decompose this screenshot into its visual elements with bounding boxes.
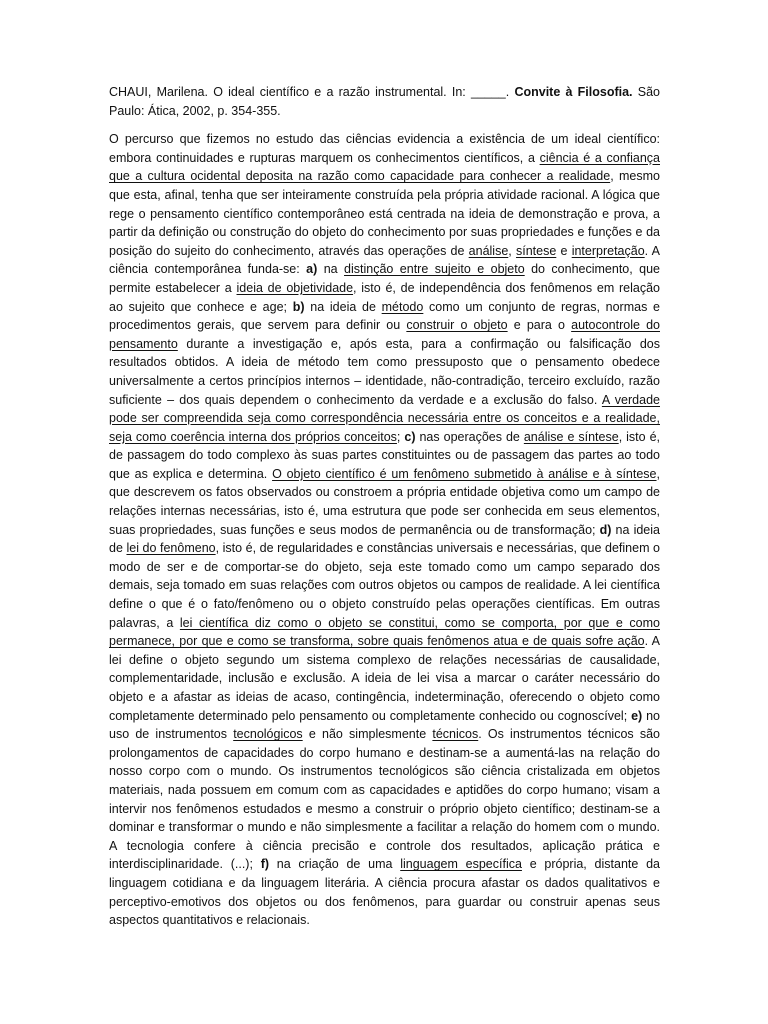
text-segment: , [508,243,516,258]
text-segment: , isto é, de passagem do todo complexo às suas partes constituintes ou de passagem das partes ao todo que as explica e determina. [109,429,660,481]
underlined-phrase: O objeto científico é um fenômeno submetido à análise e à síntese [272,466,657,481]
text-segment: , isto é, de independência dos fenômenos em relação ao sujeito que conhece e age; [109,280,660,314]
underlined-phrase: distinção entre sujeito e objeto [344,262,525,277]
underlined-phrase: ideia de objetividade [236,280,354,295]
bibliographic-citation [109,83,660,120]
underlined-phrase: análise [468,243,509,258]
underlined-phrase: lei científica diz como o objeto se constitui, como se comporta, por que e como permanece, por que e como se transforma, sobre quais fenômenos atua e de quais sofre ação [109,615,660,649]
citation-book-title: Convite à Filosofia. [514,85,633,99]
text-segment: no uso de instrumentos [109,708,660,742]
text-segment: na criação de uma [269,857,401,872]
text-segment: e [556,243,572,258]
text-segment: durante a investigação e, após esta, para a confirmação ou falsificação dos resultados obtidos. A ideia de método tem como pressuposto que o pensamento obedece universalmente a certos princípios internos – identidade, não-contradição, terceiro excluído, razão suficiente – dos quais dependem o conhecimento da verdade e a exclusão do falso. [109,336,660,407]
citation-blank: _____. [471,85,510,99]
list-marker: d) [599,522,612,537]
underlined-phrase: técnicos [432,727,479,742]
citation-in: In: [451,85,466,99]
text-segment: do conhecimento, que permite estabelecer a [109,262,661,295]
text-segment: . A lei define o objeto segundo um sistema complexo de relações necessárias de causalidade, complementaridade, inclusão e exclusão. A ideia de lei visa a marcar o caráter necessário do objeto e a afastar as ideias de acaso, contingência, indeterminação, oferecendo o objeto como completamente determinado pelo pensamento ou completamente conhecido ou cognoscível; [109,634,660,723]
citation-author: CHAUI, Marilena. [109,85,208,99]
underlined-phrase: linguagem específica [400,857,522,872]
list-marker: c) [404,429,416,444]
citation-chapter: O ideal científico e a razão instrumental. [213,85,447,99]
list-marker: e) [631,708,643,723]
underlined-phrase: interpretação [571,243,645,258]
text-segment: e própria, distante da linguagem cotidiana e da linguagem literária. A ciência procura afastar os dados qualitativos e perceptivo-emotivos dos objetos ou dos fenômenos, para guardar ou construir apenas seus aspectos quantitativos e relacionais. [109,857,660,928]
list-marker: a) [306,262,318,277]
text-segment: como um conjunto de regras, normas e procedimentos gerais, que servem para definir ou [109,299,660,333]
underlined-phrase: lei do fenômeno [126,541,216,556]
citation-place: São Paulo: Ática, 2002, p. 354-355. [109,85,660,118]
text-segment: , mesmo que esta, afinal, tenha que ser inteiramente construída pela própria atividade racional. A lógica que rege o pensamento científico contemporâneo está centrada na ideia de demonstração e prova, a partir da definição ou construção do objeto do conhecimento por suas propriedades e funções e da posição do sujeito do conhecimento, através das operações de [109,169,660,258]
text-segment: na ideia de [304,299,382,314]
text-segment: . A ciência contemporânea funda-se: [109,243,660,277]
underlined-phrase: método [381,299,424,314]
text-segment: O percurso que fizemos no estudo das ciências evidencia a existência de um ideal científico: embora continuidades e rupturas marquem os conhecimentos científicos, a [109,132,660,165]
text-segment: nas operações de [415,429,524,444]
underlined-phrase: autocontrole do pensamento [109,318,660,351]
text-segment: . Os instrumentos técnicos são prolongamentos de capacidades do corpo humano e destinam-se a aumentá-las na relação do nosso corpo com o mundo. Os instrumentos tecnológicos são ciência cristalizada em objetos materiais, nada possuem em comum com as capacidades e aptidões do corpo humano; visam a intervir nos fenômenos estudados e mesmo a construir o próprio objeto científico; destinam-se a dominar e transformar o mundo e não simplesmente a facilitar a relação do homem com o mundo. A tecnologia confere à ciência precisão e controle dos resultados, aplicação prática e interdisciplinaridade. (...); [109,727,661,872]
text-segment: na [317,262,345,277]
body-paragraph [109,130,660,930]
text-segment: ; [396,429,405,444]
underlined-phrase: síntese [515,243,557,258]
text-segment: , isto é, de regularidades e constâncias universais e necessárias, que definem o modo de ser e de comportar-se do objeto, seja este tomado como um campo separado dos demais, seja tomado em suas relações com outros objetos ou campos de realidade. A lei científica define o que é o fato/fenômeno ou o objeto construído pelas operações científicas. Em outras palavras, a [109,541,660,630]
text-segment: , que descrevem os fatos observados ou constroem a própria entidade objetiva como um campo de relações internas necessárias, isto é, uma estrutura que pode ser conhecida em seus elementos, suas propriedades, suas funções e seus modos de permanência ou de transformação; [109,466,660,537]
underlined-phrase: A verdade pode ser compreendida seja como correspondência necessária entre os conceitos e a realidade, seja como coerência interna dos próprios conceitos [109,392,660,444]
list-marker: f) [260,857,270,872]
underlined-phrase: tecnológicos [233,727,303,742]
underlined-phrase: ciência é a confiança que a cultura ocidental deposita na razão como capacidade para conhecer a realidade [109,150,660,184]
list-marker: b) [292,299,305,314]
text-segment: na ideia de [109,522,660,556]
underlined-phrase: construir o objeto [406,318,508,333]
text-segment: e não simplesmente [302,727,433,742]
underlined-phrase: análise e síntese [523,429,619,444]
text-segment: e para o [507,318,572,333]
